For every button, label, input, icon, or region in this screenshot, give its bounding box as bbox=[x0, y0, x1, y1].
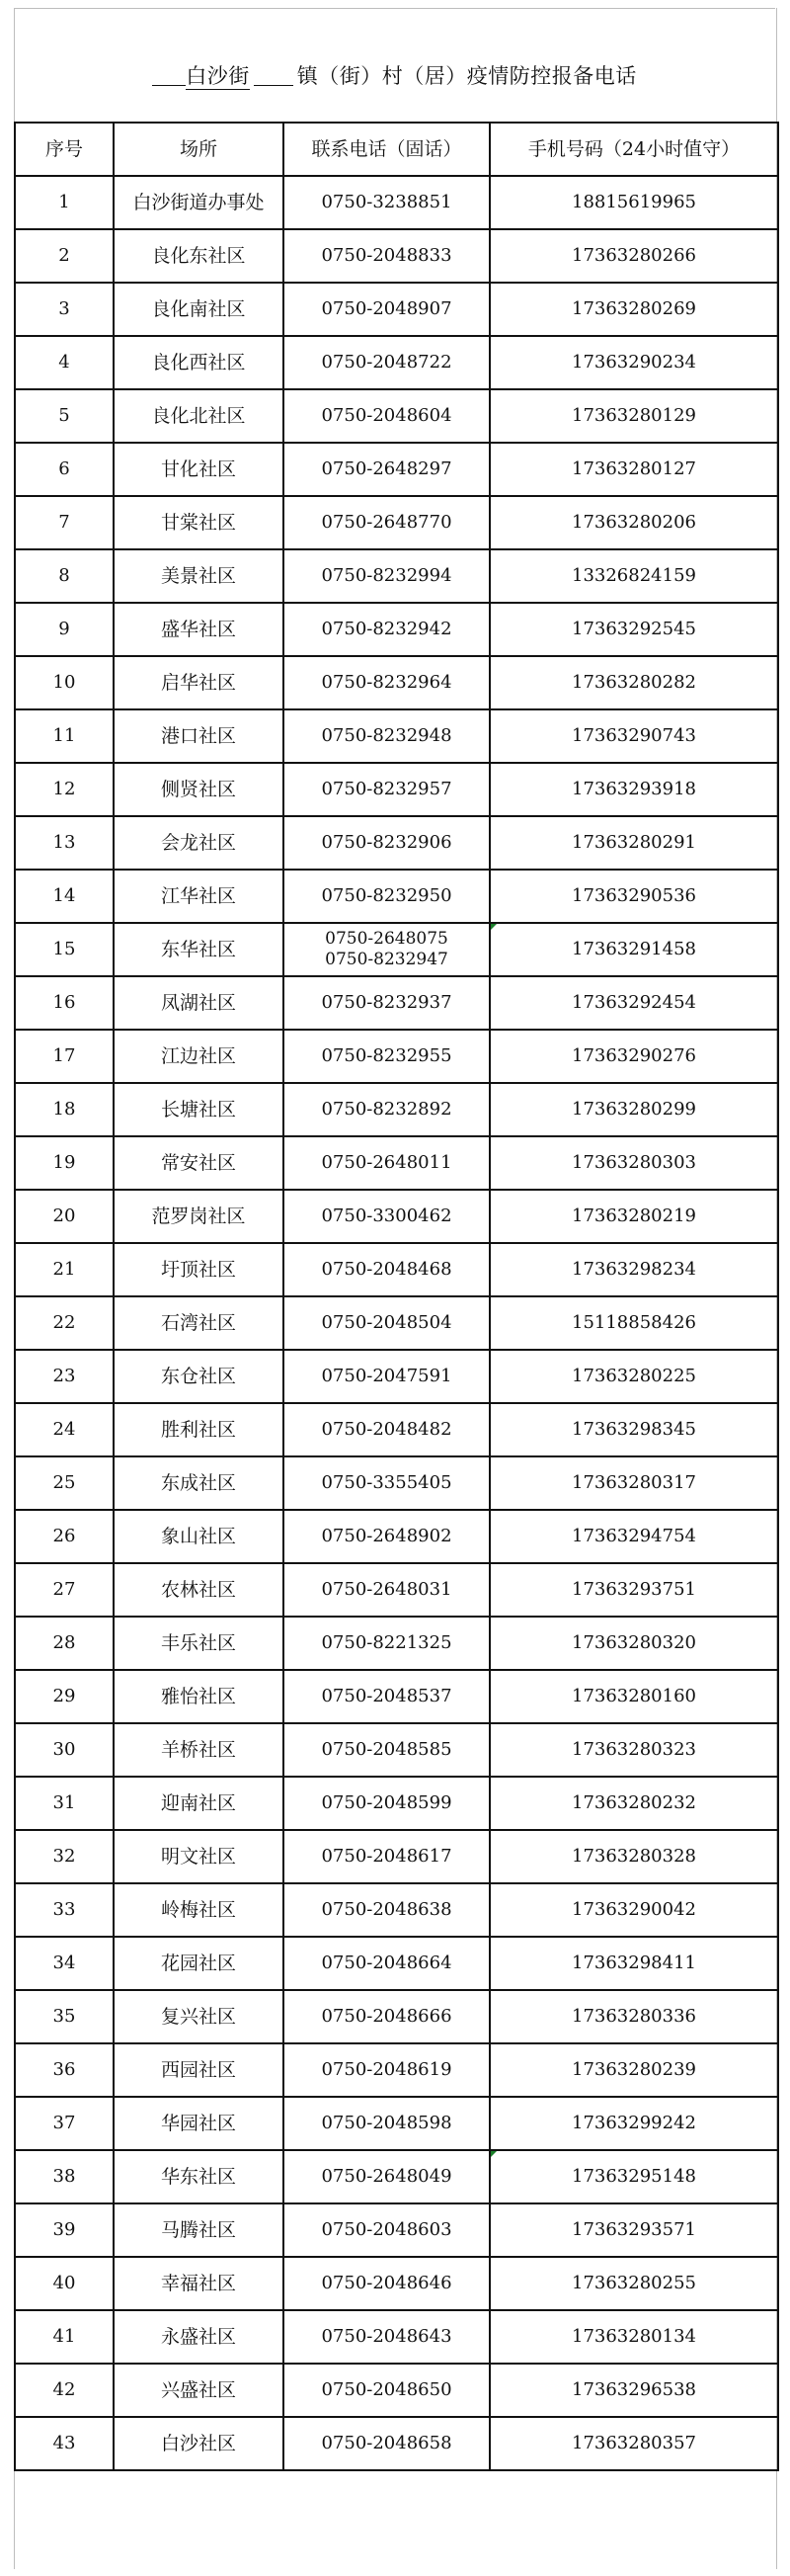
cell-landline: 0750-2048504 bbox=[283, 1296, 490, 1350]
table-row bbox=[15, 2203, 778, 2257]
cell-index: 3 bbox=[15, 283, 114, 336]
cell-place: 东仓社区 bbox=[114, 1350, 283, 1403]
cell-place: 象山社区 bbox=[114, 1510, 283, 1563]
table-row bbox=[15, 1030, 778, 1083]
cell-place: 明文社区 bbox=[114, 1830, 283, 1883]
cell-landline: 0750-2648770 bbox=[283, 496, 490, 549]
table-row bbox=[15, 336, 778, 389]
cell-place: 江华社区 bbox=[114, 870, 283, 923]
table-row bbox=[15, 1083, 778, 1136]
cell-mobile: 17363280232 bbox=[490, 1777, 778, 1830]
cell-index: 18 bbox=[15, 1083, 114, 1136]
cell-index: 39 bbox=[15, 2203, 114, 2257]
cell-landline: 0750-2048482 bbox=[283, 1403, 490, 1456]
page-title bbox=[14, 60, 775, 90]
table-row bbox=[15, 1136, 778, 1190]
cell-index: 11 bbox=[15, 709, 114, 763]
cell-place: 美景社区 bbox=[114, 549, 283, 603]
table-row bbox=[15, 923, 778, 976]
cell-mobile: 17363280282 bbox=[490, 656, 778, 709]
cell-mobile: 17363280317 bbox=[490, 1456, 778, 1510]
table-row bbox=[15, 1617, 778, 1670]
cell-mobile: 17363290042 bbox=[490, 1883, 778, 1937]
cell-mobile: 17363280225 bbox=[490, 1350, 778, 1403]
cell-mobile: 17363298345 bbox=[490, 1403, 778, 1456]
table-row bbox=[15, 1456, 778, 1510]
cell-mobile: 17363280357 bbox=[490, 2417, 778, 2470]
cell-landline: 0750-8232955 bbox=[283, 1030, 490, 1083]
cell-landline: 0750-2048664 bbox=[283, 1937, 490, 1990]
table-row bbox=[15, 2150, 778, 2203]
cell-landline: 0750-2048666 bbox=[283, 1990, 490, 2043]
cell-landline: 0750-8232994 bbox=[283, 549, 490, 603]
table-row bbox=[15, 1350, 778, 1403]
cell-place: 白沙社区 bbox=[114, 2417, 283, 2470]
cell-landline: 0750-8232937 bbox=[283, 976, 490, 1030]
table-row bbox=[15, 2417, 778, 2470]
table-row bbox=[15, 1403, 778, 1456]
cell-mobile: 17363280219 bbox=[490, 1190, 778, 1243]
cell-place: 盛华社区 bbox=[114, 603, 283, 656]
cell-landline: 0750-2048585 bbox=[283, 1723, 490, 1777]
cell-index: 12 bbox=[15, 763, 114, 816]
cell-mobile: 17363298411 bbox=[490, 1937, 778, 1990]
cell-index: 43 bbox=[15, 2417, 114, 2470]
table-row bbox=[15, 1830, 778, 1883]
table-row bbox=[15, 1563, 778, 1617]
cell-index: 17 bbox=[15, 1030, 114, 1083]
table-row bbox=[15, 1243, 778, 1296]
cell-place: 岭梅社区 bbox=[114, 1883, 283, 1937]
title-place: 白沙街 bbox=[186, 64, 250, 88]
cell-mobile: 17363290276 bbox=[490, 1030, 778, 1083]
cell-mobile: 17363299242 bbox=[490, 2097, 778, 2150]
table-row bbox=[15, 603, 778, 656]
cell-place: 常安社区 bbox=[114, 1136, 283, 1190]
cell-place: 胜利社区 bbox=[114, 1403, 283, 1456]
cell-place: 永盛社区 bbox=[114, 2310, 283, 2364]
cell-place: 良化南社区 bbox=[114, 283, 283, 336]
cell-index: 6 bbox=[15, 443, 114, 496]
cell-mobile: 17363280299 bbox=[490, 1083, 778, 1136]
cell-place: 白沙街道办事处 bbox=[114, 176, 283, 229]
cell-index: 36 bbox=[15, 2043, 114, 2097]
cell-index: 4 bbox=[15, 336, 114, 389]
cell-landline: 0750-2048643 bbox=[283, 2310, 490, 2364]
table-row bbox=[15, 1883, 778, 1937]
cell-mobile: 17363292545 bbox=[490, 603, 778, 656]
cell-index: 2 bbox=[15, 229, 114, 283]
cell-mobile: 17363280328 bbox=[490, 1830, 778, 1883]
cell-mobile: 17363291458 bbox=[490, 923, 778, 976]
table-row bbox=[15, 2043, 778, 2097]
cell-landline: 0750-8232892 bbox=[283, 1083, 490, 1136]
table-row bbox=[15, 2310, 778, 2364]
cell-place: 甘化社区 bbox=[114, 443, 283, 496]
cell-place: 良化北社区 bbox=[114, 389, 283, 443]
cell-index: 13 bbox=[15, 816, 114, 870]
cell-index: 19 bbox=[15, 1136, 114, 1190]
cell-landline: 0750-2048638 bbox=[283, 1883, 490, 1937]
table-row bbox=[15, 1777, 778, 1830]
table-row bbox=[15, 2257, 778, 2310]
cell-mobile: 17363280323 bbox=[490, 1723, 778, 1777]
cell-mobile: 17363280206 bbox=[490, 496, 778, 549]
table-row bbox=[15, 283, 778, 336]
cell-place: 东华社区 bbox=[114, 923, 283, 976]
cell-mobile: 17363280269 bbox=[490, 283, 778, 336]
table-row bbox=[15, 656, 778, 709]
cell-mobile: 17363293571 bbox=[490, 2203, 778, 2257]
cell-index: 31 bbox=[15, 1777, 114, 1830]
title-blank-left bbox=[152, 67, 186, 86]
cell-index: 23 bbox=[15, 1350, 114, 1403]
cell-mobile: 17363280291 bbox=[490, 816, 778, 870]
cell-place: 凤湖社区 bbox=[114, 976, 283, 1030]
cell-mobile: 17363295148 bbox=[490, 2150, 778, 2203]
cell-landline: 0750-2048603 bbox=[283, 2203, 490, 2257]
cell-landline: 0750-2648902 bbox=[283, 1510, 490, 1563]
cell-landline: 0750-2048619 bbox=[283, 2043, 490, 2097]
cell-landline: 0750-8232906 bbox=[283, 816, 490, 870]
cell-index: 24 bbox=[15, 1403, 114, 1456]
cell-landline: 0750-2047591 bbox=[283, 1350, 490, 1403]
cell-place: 甘棠社区 bbox=[114, 496, 283, 549]
table-row bbox=[15, 389, 778, 443]
cell-mobile: 17363294754 bbox=[490, 1510, 778, 1563]
cell-landline: 0750-2648011 bbox=[283, 1136, 490, 1190]
cell-place: 江边社区 bbox=[114, 1030, 283, 1083]
cell-index: 30 bbox=[15, 1723, 114, 1777]
cell-index: 29 bbox=[15, 1670, 114, 1723]
cell-mobile: 17363293751 bbox=[490, 1563, 778, 1617]
cell-index: 7 bbox=[15, 496, 114, 549]
table-body bbox=[15, 176, 778, 2470]
cell-landline: 0750-8232942 bbox=[283, 603, 490, 656]
cell-index: 32 bbox=[15, 1830, 114, 1883]
header-landline: 联系电话（固话） bbox=[283, 123, 490, 176]
cell-mobile: 17363290234 bbox=[490, 336, 778, 389]
cell-mobile: 17363290743 bbox=[490, 709, 778, 763]
cell-landline: 0750-3355405 bbox=[283, 1456, 490, 1510]
cell-place: 雅怡社区 bbox=[114, 1670, 283, 1723]
header-index: 序号 bbox=[15, 123, 114, 176]
cell-landline: 0750-8232964 bbox=[283, 656, 490, 709]
cell-landline: 0750-2048907 bbox=[283, 283, 490, 336]
cell-landline: 0750-2048599 bbox=[283, 1777, 490, 1830]
header-mobile: 手机号码（24小时值守） bbox=[490, 123, 778, 176]
cell-index: 1 bbox=[15, 176, 114, 229]
cell-mobile: 17363293918 bbox=[490, 763, 778, 816]
cell-mobile: 17363292454 bbox=[490, 976, 778, 1030]
cell-index: 40 bbox=[15, 2257, 114, 2310]
cell-index: 21 bbox=[15, 1243, 114, 1296]
cell-mobile: 13326824159 bbox=[490, 549, 778, 603]
table-row bbox=[15, 549, 778, 603]
cell-landline: 0750-2048598 bbox=[283, 2097, 490, 2150]
cell-index: 26 bbox=[15, 1510, 114, 1563]
header-place: 场所 bbox=[114, 123, 283, 176]
cell-place: 圩顶社区 bbox=[114, 1243, 283, 1296]
cell-landline: 0750-2648031 bbox=[283, 1563, 490, 1617]
cell-mobile: 17363290536 bbox=[490, 870, 778, 923]
cell-place: 农林社区 bbox=[114, 1563, 283, 1617]
cell-place: 兴盛社区 bbox=[114, 2364, 283, 2417]
cell-index: 15 bbox=[15, 923, 114, 976]
cell-mobile: 17363280129 bbox=[490, 389, 778, 443]
cell-place: 华园社区 bbox=[114, 2097, 283, 2150]
table-row bbox=[15, 229, 778, 283]
cell-place: 石湾社区 bbox=[114, 1296, 283, 1350]
table-row bbox=[15, 2097, 778, 2150]
cell-index: 27 bbox=[15, 1563, 114, 1617]
cell-landline: 0750-3300462 bbox=[283, 1190, 490, 1243]
cell-mobile: 17363280336 bbox=[490, 1990, 778, 2043]
cell-landline: 0750-8232948 bbox=[283, 709, 490, 763]
cell-mobile: 17363298234 bbox=[490, 1243, 778, 1296]
table-header-row bbox=[15, 123, 778, 176]
cell-mobile: 17363280320 bbox=[490, 1617, 778, 1670]
cell-index: 25 bbox=[15, 1456, 114, 1510]
table-row bbox=[15, 1990, 778, 2043]
cell-place: 华东社区 bbox=[114, 2150, 283, 2203]
cell-landline: 0750-2648075 0750-8232947 bbox=[283, 923, 490, 976]
cell-landline: 0750-2648049 bbox=[283, 2150, 490, 2203]
cell-index: 5 bbox=[15, 389, 114, 443]
cell-index: 37 bbox=[15, 2097, 114, 2150]
cell-index: 20 bbox=[15, 1190, 114, 1243]
table-row bbox=[15, 1670, 778, 1723]
table-row bbox=[15, 1723, 778, 1777]
cell-landline: 0750-2048646 bbox=[283, 2257, 490, 2310]
table-row bbox=[15, 709, 778, 763]
cell-place: 西园社区 bbox=[114, 2043, 283, 2097]
cell-place: 迎南社区 bbox=[114, 1777, 283, 1830]
cell-landline: 0750-2048722 bbox=[283, 336, 490, 389]
cell-mobile: 17363280303 bbox=[490, 1136, 778, 1190]
cell-index: 42 bbox=[15, 2364, 114, 2417]
cell-index: 14 bbox=[15, 870, 114, 923]
table-row bbox=[15, 816, 778, 870]
cell-index: 33 bbox=[15, 1883, 114, 1937]
table-row bbox=[15, 763, 778, 816]
table-row bbox=[15, 1190, 778, 1243]
cell-landline: 0750-2048604 bbox=[283, 389, 490, 443]
cell-mobile: 17363280127 bbox=[490, 443, 778, 496]
cell-index: 9 bbox=[15, 603, 114, 656]
title-text: 镇（街）村（居）疫情防控报备电话 bbox=[296, 64, 637, 88]
cell-place: 良化东社区 bbox=[114, 229, 283, 283]
cell-landline: 0750-8232957 bbox=[283, 763, 490, 816]
cell-landline: 0750-2048833 bbox=[283, 229, 490, 283]
cell-place: 侧贤社区 bbox=[114, 763, 283, 816]
cell-mobile: 15118858426 bbox=[490, 1296, 778, 1350]
cell-mobile: 17363280134 bbox=[490, 2310, 778, 2364]
table-row bbox=[15, 2364, 778, 2417]
cell-index: 41 bbox=[15, 2310, 114, 2364]
cell-place: 马腾社区 bbox=[114, 2203, 283, 2257]
cell-index: 22 bbox=[15, 1296, 114, 1350]
table-row bbox=[15, 443, 778, 496]
title-blank-middle bbox=[254, 67, 293, 86]
cell-place: 丰乐社区 bbox=[114, 1617, 283, 1670]
table-row bbox=[15, 1296, 778, 1350]
cell-landline: 0750-2048468 bbox=[283, 1243, 490, 1296]
hotline-table bbox=[14, 122, 779, 2471]
cell-index: 8 bbox=[15, 549, 114, 603]
cell-landline: 0750-2048617 bbox=[283, 1830, 490, 1883]
table-row bbox=[15, 1510, 778, 1563]
cell-place: 东成社区 bbox=[114, 1456, 283, 1510]
cell-mobile: 17363296538 bbox=[490, 2364, 778, 2417]
cell-place: 复兴社区 bbox=[114, 1990, 283, 2043]
cell-landline: 0750-2048658 bbox=[283, 2417, 490, 2470]
cell-index: 38 bbox=[15, 2150, 114, 2203]
table-row bbox=[15, 976, 778, 1030]
cell-mobile: 17363280255 bbox=[490, 2257, 778, 2310]
cell-mobile: 18815619965 bbox=[490, 176, 778, 229]
table-row bbox=[15, 870, 778, 923]
table-row bbox=[15, 496, 778, 549]
cell-landline: 0750-3238851 bbox=[283, 176, 490, 229]
table-row bbox=[15, 176, 778, 229]
cell-index: 35 bbox=[15, 1990, 114, 2043]
cell-landline: 0750-8221325 bbox=[283, 1617, 490, 1670]
cell-index: 28 bbox=[15, 1617, 114, 1670]
cell-landline: 0750-2048537 bbox=[283, 1670, 490, 1723]
cell-mobile: 17363280266 bbox=[490, 229, 778, 283]
cell-landline: 0750-2648297 bbox=[283, 443, 490, 496]
cell-place: 港口社区 bbox=[114, 709, 283, 763]
cell-landline: 0750-2048650 bbox=[283, 2364, 490, 2417]
cell-landline: 0750-8232950 bbox=[283, 870, 490, 923]
cell-place: 花园社区 bbox=[114, 1937, 283, 1990]
cell-index: 16 bbox=[15, 976, 114, 1030]
cell-place: 长塘社区 bbox=[114, 1083, 283, 1136]
cell-mobile: 17363280160 bbox=[490, 1670, 778, 1723]
cell-place: 启华社区 bbox=[114, 656, 283, 709]
table-row bbox=[15, 1937, 778, 1990]
cell-place: 范罗岗社区 bbox=[114, 1190, 283, 1243]
cell-index: 34 bbox=[15, 1937, 114, 1990]
cell-place: 羊桥社区 bbox=[114, 1723, 283, 1777]
cell-mobile: 17363280239 bbox=[490, 2043, 778, 2097]
cell-index: 10 bbox=[15, 656, 114, 709]
cell-place: 幸福社区 bbox=[114, 2257, 283, 2310]
cell-place: 会龙社区 bbox=[114, 816, 283, 870]
cell-place: 良化西社区 bbox=[114, 336, 283, 389]
title-bar bbox=[14, 8, 775, 123]
